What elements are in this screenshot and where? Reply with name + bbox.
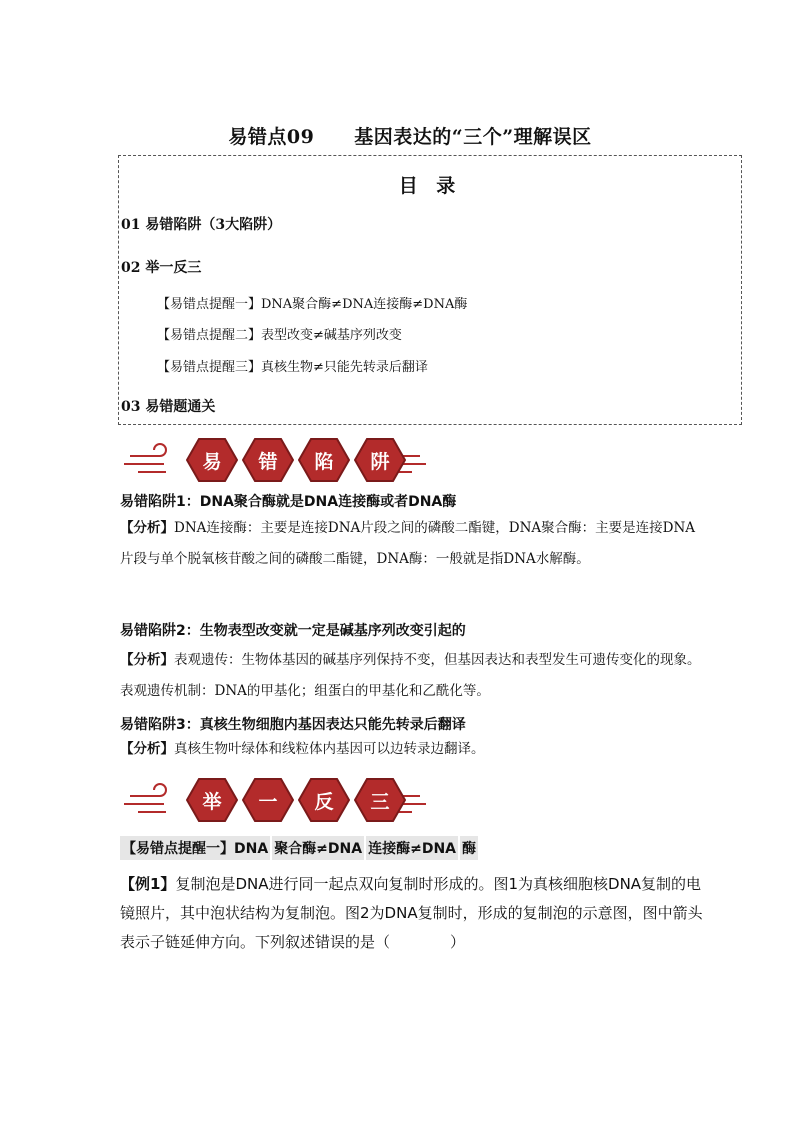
analysis-tag: 【分析】 [120, 652, 174, 668]
example-text: 复制泡是DNA进行同一起点双向复制时形成的。图1为真核细胞核DNA复制的电镜照片，其中泡状结构为复制泡。图2为DNA复制时，形成的复制泡的示意图，图中箭头表示子链延伸方向。下列叙述错误的是（ ） [120, 875, 703, 951]
analysis-tag: 【分析】 [120, 520, 174, 536]
toc-heading: 目 录 [398, 175, 462, 197]
trap-1-heading: 易错陷阱1：DNA聚合酶就是DNA连接酶或者DNA酶 [120, 494, 457, 510]
toc-item-2[interactable]: 【易错点提醒二】表型改变≠碱基序列改变 [157, 328, 402, 343]
title-topic: 基因表达的“三个”理解误区 [354, 126, 592, 148]
analysis-text: 表观遗传：生物体基因的碱基序列保持不变，但基因表达和表型发生可遗传变化的现象。表观遗传机制：DNA的甲基化；组蛋白的甲基化和乙酰化等。 [120, 652, 701, 699]
banner-hex: 三 [354, 778, 406, 822]
banner-hex: 错 [242, 438, 294, 482]
analysis-text: 真核生物叶绿体和线粒体内基因可以边转录边翻译。 [174, 741, 485, 757]
banner-hex: 阱 [354, 438, 406, 482]
toc-item-1[interactable]: 【易错点提醒一】DNA聚合酶≠DNA连接酶≠DNA酶 [157, 297, 468, 312]
banner-hex: 一 [242, 778, 294, 822]
trap-1-analysis [120, 513, 702, 575]
toc-section-3[interactable]: 03 易错题通关 [121, 399, 216, 415]
page-title [0, 122, 794, 149]
banner-hex: 举 [186, 778, 238, 822]
reminder-part: 【易错点提醒一】DNA [120, 836, 270, 860]
toc-section-2[interactable]: 02 举一反三 [121, 260, 202, 276]
trap-2-heading: 易错陷阱2：生物表型改变就一定是碱基序列改变引起的 [120, 623, 466, 639]
banner-examples [120, 776, 430, 824]
banner-traps [120, 436, 430, 484]
reminder-part: 酶 [460, 836, 478, 860]
reminder-part: 聚合酶≠DNA [272, 836, 364, 860]
example-1 [120, 870, 705, 957]
title-code: 易错点09 [228, 126, 315, 148]
analysis-tag: 【分析】 [120, 741, 174, 757]
example-tag: 【例1】 [120, 875, 176, 893]
banner-hex: 反 [298, 778, 350, 822]
toc-section-1[interactable]: 01 易错陷阱（3大陷阱） [121, 217, 282, 233]
reminder-part: 连接酶≠DNA [366, 836, 458, 860]
banner-hex: 陷 [298, 438, 350, 482]
trap-3-analysis [120, 734, 702, 765]
trap-2-analysis [120, 645, 702, 707]
analysis-text: DNA连接酶：主要是连接DNA片段之间的磷酸二酯键，DNA聚合酶：主要是连接DNA片段与单个脱氧核苷酸之间的磷酸二酯键，DNA酶：一般就是指DNA水解酶。 [120, 520, 696, 567]
toc-box [118, 155, 742, 425]
reminder-heading [120, 836, 478, 860]
banner-hex: 易 [186, 438, 238, 482]
trap-3-heading: 易错陷阱3：真核生物细胞内基因表达只能先转录后翻译 [120, 717, 466, 733]
toc-item-3[interactable]: 【易错点提醒三】真核生物≠只能先转录后翻译 [157, 360, 428, 375]
